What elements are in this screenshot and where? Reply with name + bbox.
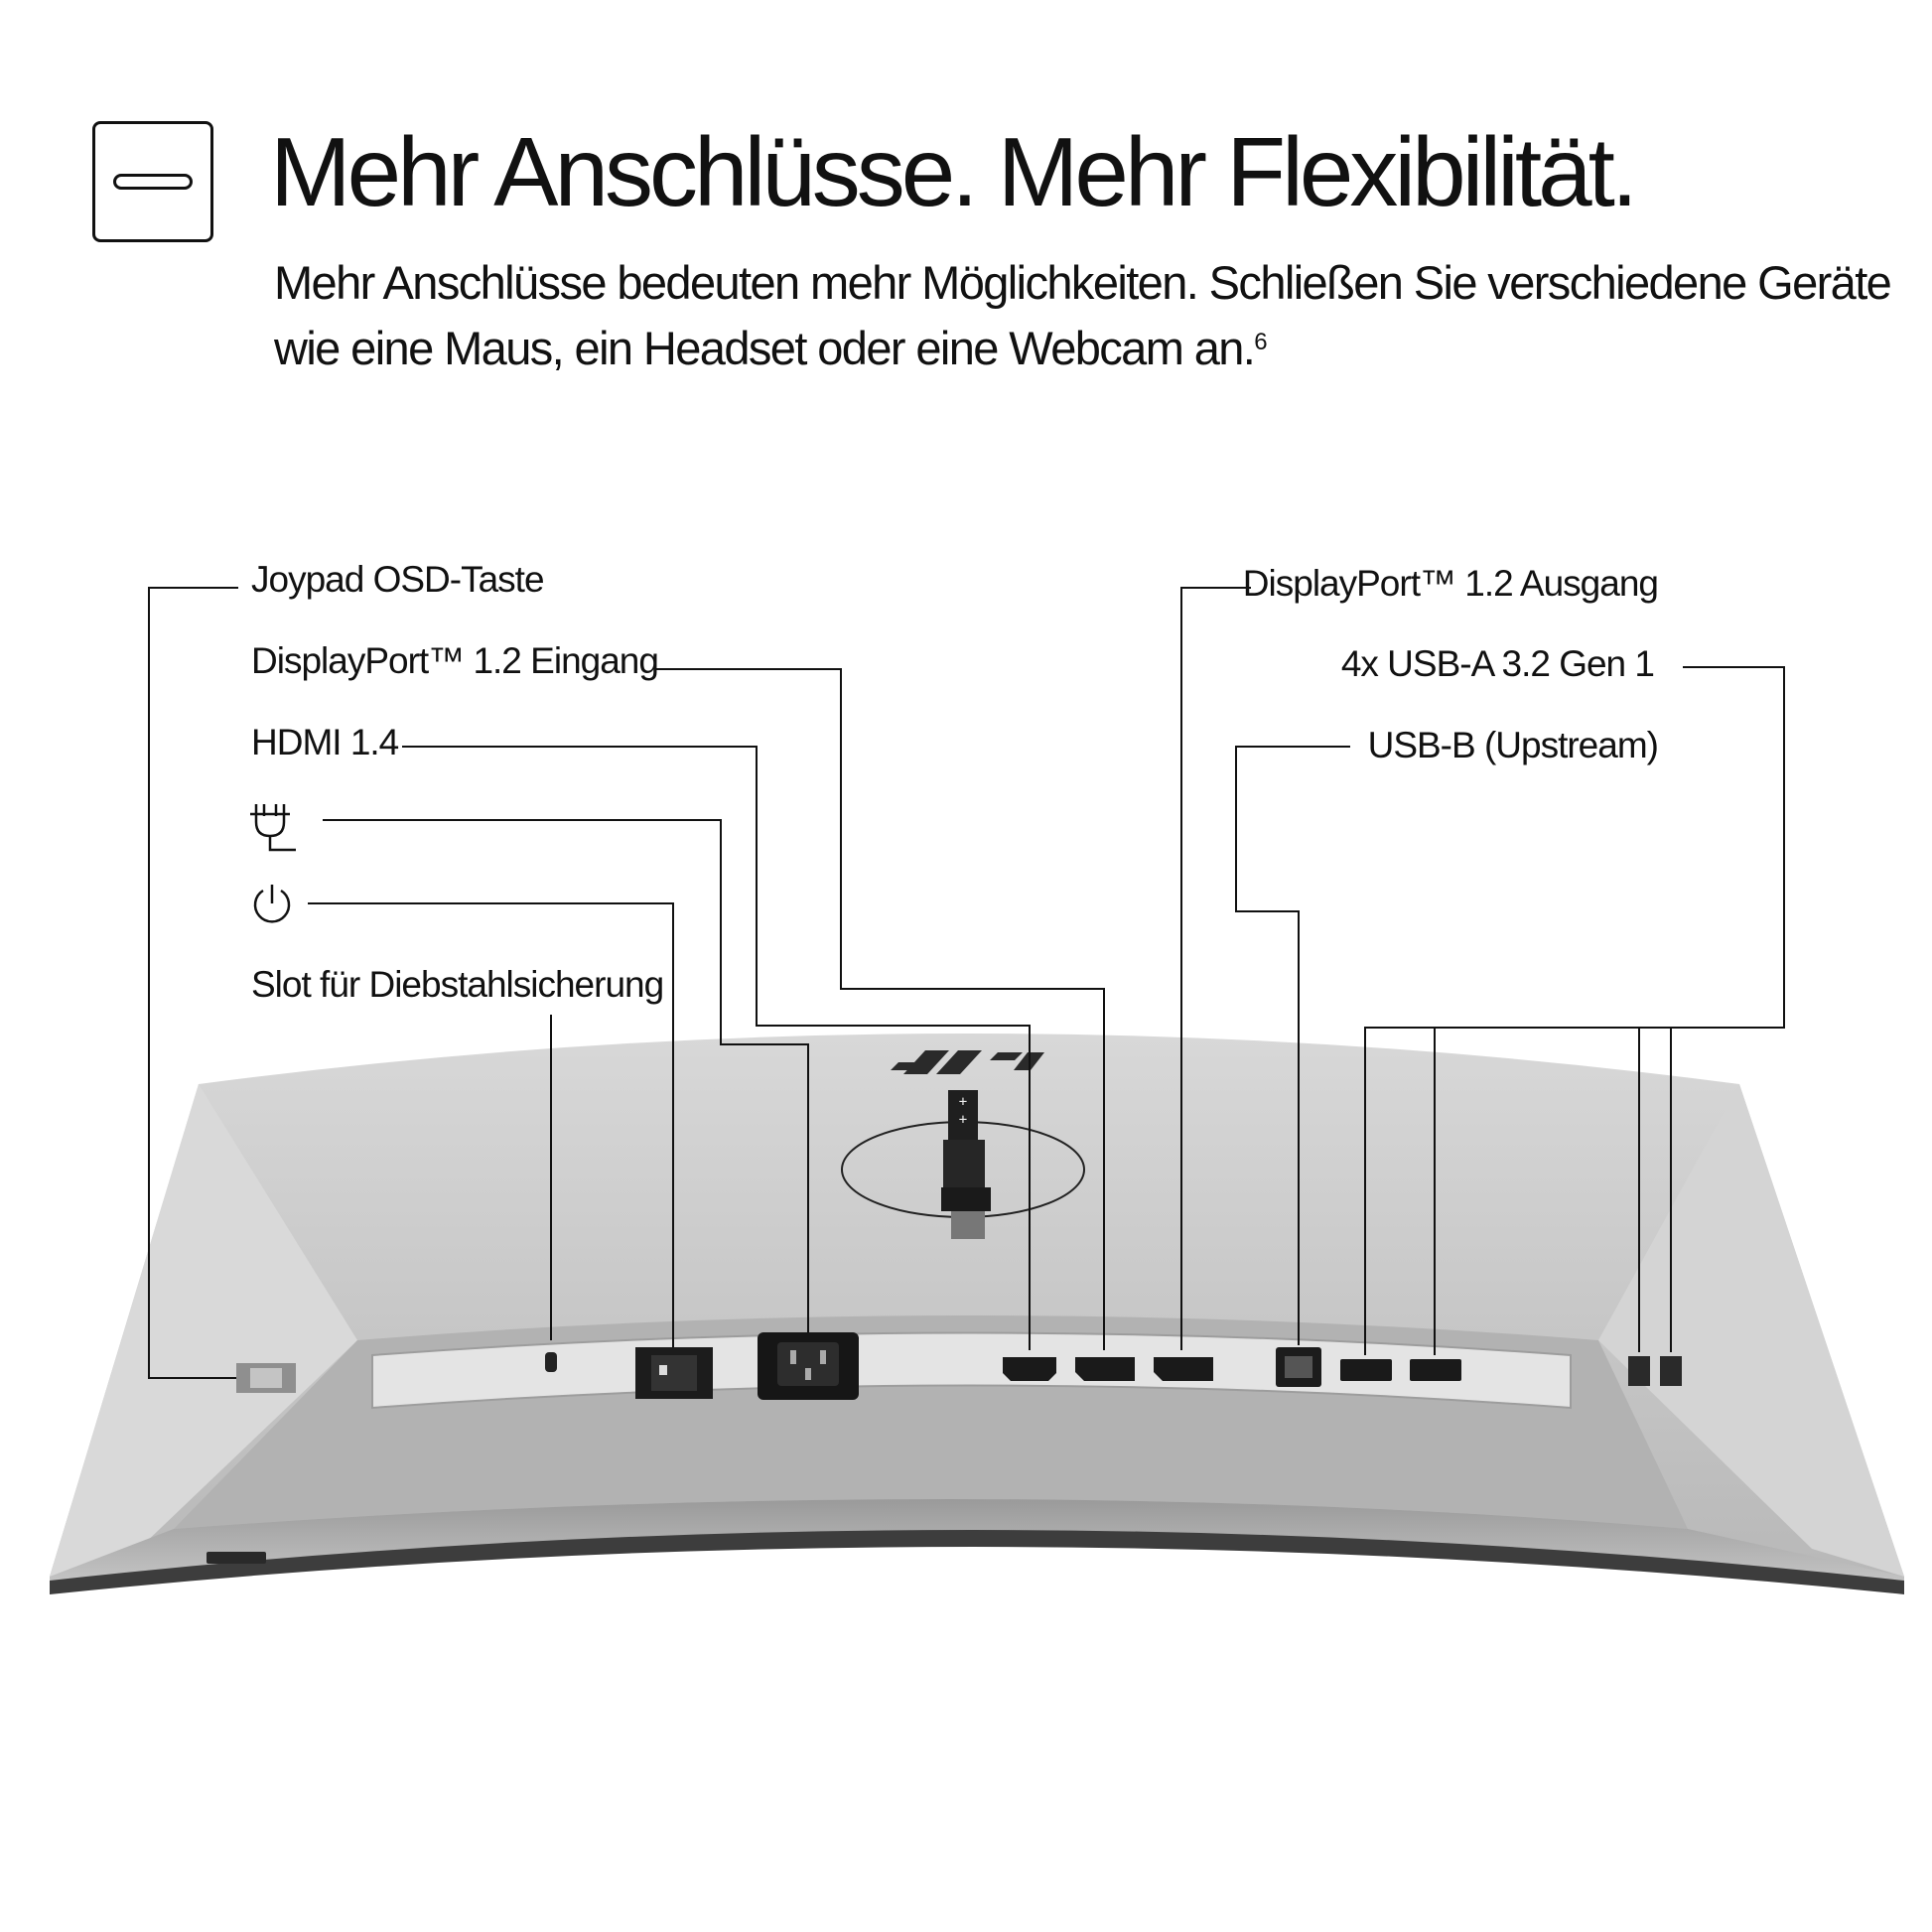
displayport-in-port <box>1075 1357 1135 1381</box>
usb-a-port-2 <box>1410 1359 1461 1381</box>
ac-power-inlet <box>758 1332 859 1400</box>
hdmi-port <box>1003 1357 1056 1381</box>
page-title: Mehr Anschlüsse. Mehr Flexibilität. <box>270 117 1635 226</box>
bottom-power-key <box>207 1552 266 1564</box>
stand-hinge <box>941 1187 991 1211</box>
label-joypad-osd: Joypad OSD-Taste <box>251 559 544 600</box>
displayport-out-port <box>1154 1357 1213 1381</box>
power-switch-port <box>635 1347 713 1399</box>
label-displayport-in: DisplayPort™ 1.2 Eingang <box>251 640 658 681</box>
svg-text:+: + <box>958 1094 968 1110</box>
stand-column <box>951 1211 985 1239</box>
joypad-osd-button <box>236 1363 296 1393</box>
footnote-marker: 6 <box>1254 329 1268 355</box>
stand-bracket <box>943 1140 985 1187</box>
label-lock-slot: Slot für Diebstahlsicherung <box>251 964 664 1005</box>
subtitle-text: Mehr Anschlüsse bedeuten mehr Möglichkeiten. Schließen Sie verschiedene Geräte wie eine Maus, ein Headset oder eine Webcam an. <box>274 256 1891 374</box>
security-lock-slot <box>545 1352 557 1372</box>
label-usb-a: 4x USB-A 3.2 Gen 1 <box>1340 643 1654 684</box>
usb-a-port-1 <box>1340 1359 1392 1381</box>
label-usb-b: USB-B (Upstream) <box>1367 725 1658 765</box>
label-displayport-out: DisplayPort™ 1.2 Ausgang <box>1242 563 1658 604</box>
usb-b-port <box>1276 1347 1321 1387</box>
svg-text:+: + <box>958 1112 968 1128</box>
label-hdmi: HDMI 1.4 <box>251 722 399 762</box>
